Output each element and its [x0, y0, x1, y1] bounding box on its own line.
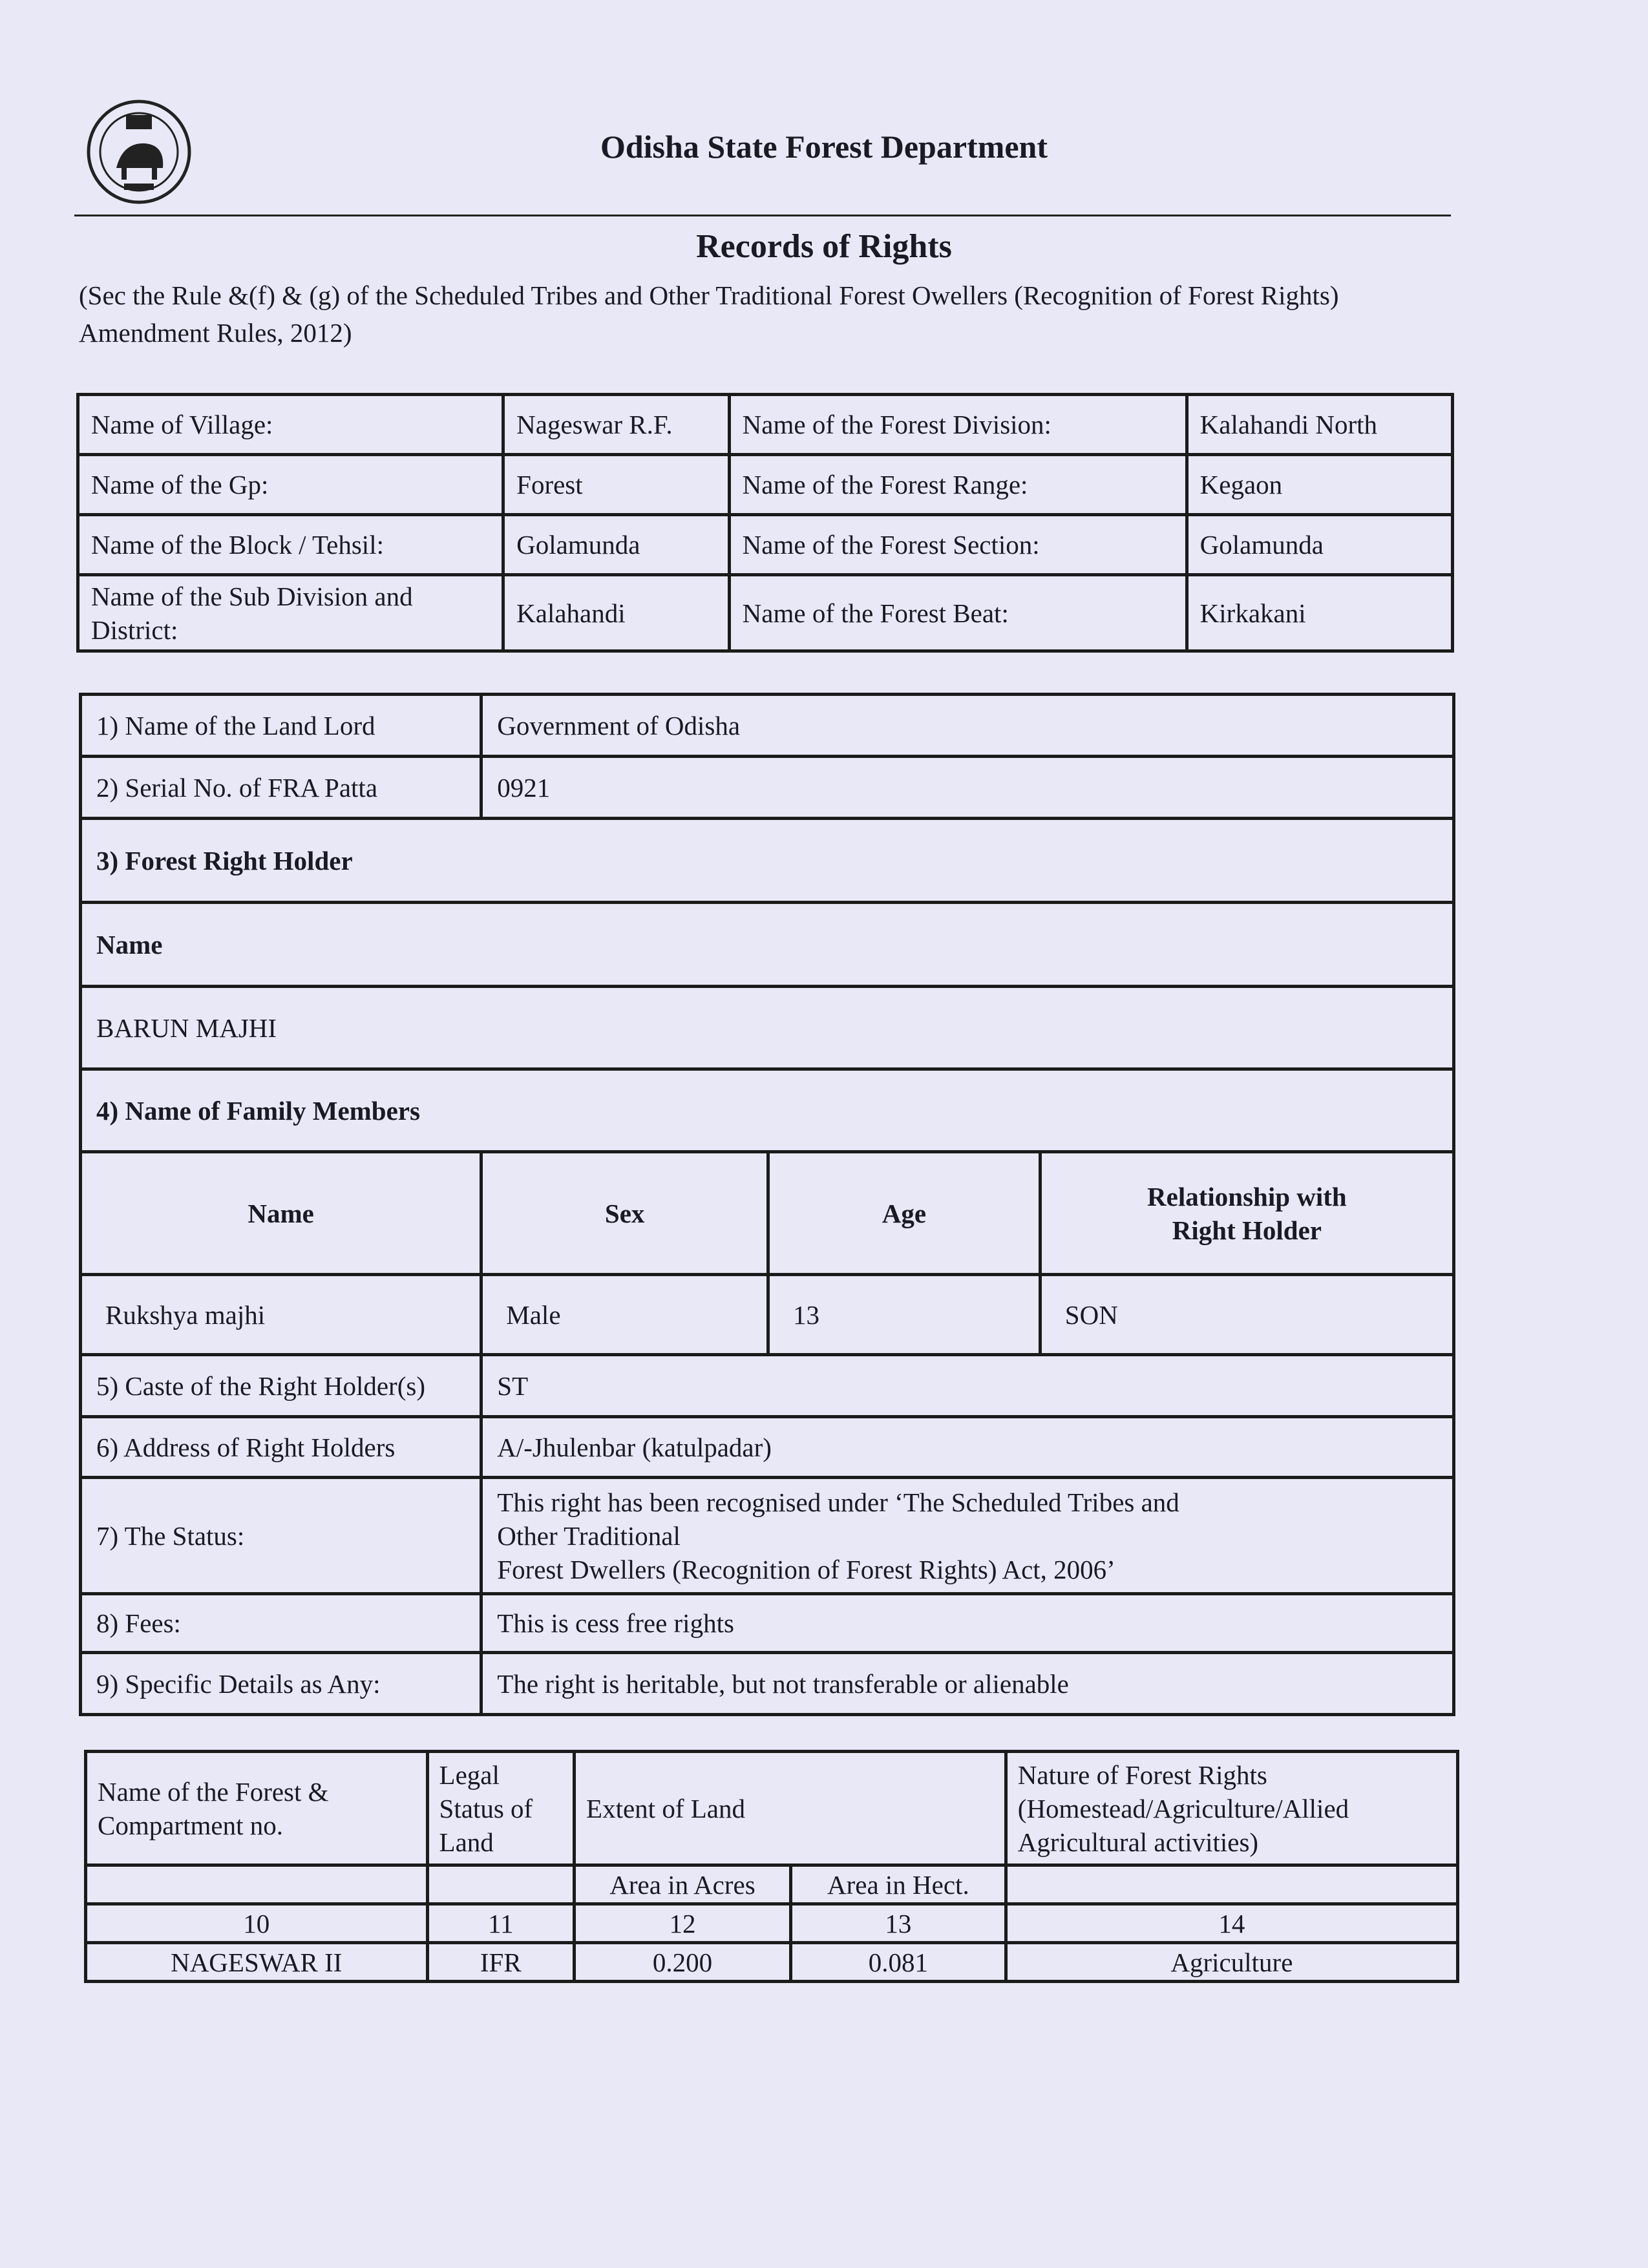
table-row — [86, 1752, 1458, 1865]
holder-heading: 3) Forest Right Holder — [81, 819, 1454, 903]
subdivision-value: Kalahandi — [503, 575, 730, 651]
status-text-line-1: This right has been recognised under ‘The Scheduled Tribes and Other Traditional — [497, 1487, 1179, 1551]
status-label: 7) The Status: — [81, 1478, 481, 1594]
family-col-name: Name — [81, 1152, 481, 1275]
holder-name: BARUN MAJHI — [81, 987, 1454, 1069]
gp-label: Name of the Gp: — [78, 455, 503, 515]
table-row — [81, 757, 1454, 819]
specific-details-value: The right is heritable, but not transferable or alienable — [481, 1653, 1454, 1715]
table-row — [81, 1417, 1454, 1478]
table-row — [81, 1152, 1454, 1275]
department-name: Odisha State Forest Department — [600, 129, 1048, 165]
forest-beat-value: Kirkakani — [1187, 575, 1452, 651]
caste-label: 5) Caste of the Right Holder(s) — [81, 1355, 481, 1417]
col-legal-status: Legal Status of Land — [427, 1752, 575, 1865]
address-label: 6) Address of Right Holders — [81, 1417, 481, 1478]
forest-range-value: Kegaon — [1187, 455, 1452, 515]
sub-area-hect: Area in Hect. — [790, 1865, 1006, 1904]
specific-details-label: 9) Specific Details as Any: — [81, 1653, 481, 1715]
legal-status-value: IFR — [427, 1943, 575, 1982]
table-row — [81, 1275, 1454, 1355]
table-row — [86, 1904, 1458, 1943]
member-name: Rukshya majhi — [81, 1275, 481, 1355]
table-row — [78, 515, 1453, 575]
col-number: 11 — [427, 1904, 575, 1943]
table-row — [86, 1943, 1458, 1982]
village-value: Nageswar R.F. — [503, 395, 730, 455]
col-number: 13 — [790, 1904, 1006, 1943]
location-table — [76, 393, 1454, 653]
land-table — [84, 1750, 1459, 1983]
col-number: 12 — [575, 1904, 791, 1943]
forest-beat-label: Name of the Forest Beat: — [729, 575, 1187, 651]
forest-range-label: Name of the Forest Range: — [729, 455, 1187, 515]
table-row — [81, 1478, 1454, 1594]
member-age: 13 — [768, 1275, 1041, 1355]
col-extent-of-land: Extent of Land — [575, 1752, 1006, 1865]
name-heading: Name — [81, 903, 1454, 987]
table-row — [81, 1653, 1454, 1715]
subdivision-label: Name of the Sub Division and District: — [78, 575, 503, 651]
status-text-line-2: Forest Dwellers (Recognition of Forest Rights) Act, 2006’ — [497, 1554, 1115, 1584]
forest-section-value: Golamunda — [1187, 515, 1452, 575]
serial-value: 0921 — [481, 757, 1454, 819]
document-title: Records of Rights — [696, 228, 952, 265]
area-acres-value: 0.200 — [575, 1943, 791, 1982]
table-row — [81, 819, 1454, 903]
family-col-sex: Sex — [481, 1152, 768, 1275]
sub-area-acres: Area in Acres — [575, 1865, 791, 1904]
block-value: Golamunda — [503, 515, 730, 575]
fees-value: This is cess free rights — [481, 1594, 1454, 1653]
landlord-value: Government of Odisha — [481, 695, 1454, 757]
empty-cell — [86, 1865, 428, 1904]
table-row — [81, 1355, 1454, 1417]
block-label: Name of the Block / Tehsil: — [78, 515, 503, 575]
col-number: 10 — [86, 1904, 428, 1943]
col-number: 14 — [1006, 1904, 1457, 1943]
caste-value: ST — [481, 1355, 1454, 1417]
table-row — [81, 695, 1454, 757]
family-col-age: Age — [768, 1152, 1041, 1275]
empty-cell — [427, 1865, 575, 1904]
address-value: A/-Jhulenbar (katulpadar) — [481, 1417, 1454, 1478]
forest-division-label: Name of the Forest Division: — [729, 395, 1187, 455]
family-col-relationship: Relationship with Right Holder — [1040, 1152, 1453, 1275]
table-row — [78, 395, 1453, 455]
family-heading: 4) Name of Family Members — [81, 1069, 1454, 1152]
table-row — [81, 987, 1454, 1069]
area-hect-value: 0.081 — [790, 1943, 1006, 1982]
table-row — [81, 1069, 1454, 1152]
serial-label: 2) Serial No. of FRA Patta — [81, 757, 481, 819]
rights-details-table — [79, 693, 1455, 1716]
table-row — [81, 903, 1454, 987]
forest-section-label: Name of the Forest Section: — [729, 515, 1187, 575]
col-forest-compartment: Name of the Forest & Compartment no. — [86, 1752, 428, 1865]
empty-cell — [1006, 1865, 1457, 1904]
document-subtitle: (Sec the Rule &(f) & (g) of the Scheduled Tribes and Other Traditional Forest Owellers (Recognition of Forest Rights) Amendment Rules, 2012) — [79, 280, 1339, 348]
gp-value: Forest — [503, 455, 730, 515]
nature-of-rights-value: Agriculture — [1006, 1943, 1457, 1982]
landlord-label: 1) Name of the Land Lord — [81, 695, 481, 757]
status-value — [481, 1478, 1454, 1594]
fees-label: 8) Fees: — [81, 1594, 481, 1653]
member-sex: Male — [481, 1275, 768, 1355]
table-row — [78, 575, 1453, 651]
forest-division-value: Kalahandi North — [1187, 395, 1452, 455]
col-nature-of-rights: Nature of Forest Rights (Homestead/Agriculture/Allied Agricultural activities) — [1006, 1752, 1457, 1865]
village-label: Name of Village: — [78, 395, 503, 455]
member-relationship: SON — [1040, 1275, 1453, 1355]
header-divider — [74, 215, 1451, 216]
table-row — [78, 455, 1453, 515]
table-row — [81, 1594, 1454, 1653]
table-row — [86, 1865, 1458, 1904]
forest-compartment-value: NAGESWAR II — [86, 1943, 428, 1982]
